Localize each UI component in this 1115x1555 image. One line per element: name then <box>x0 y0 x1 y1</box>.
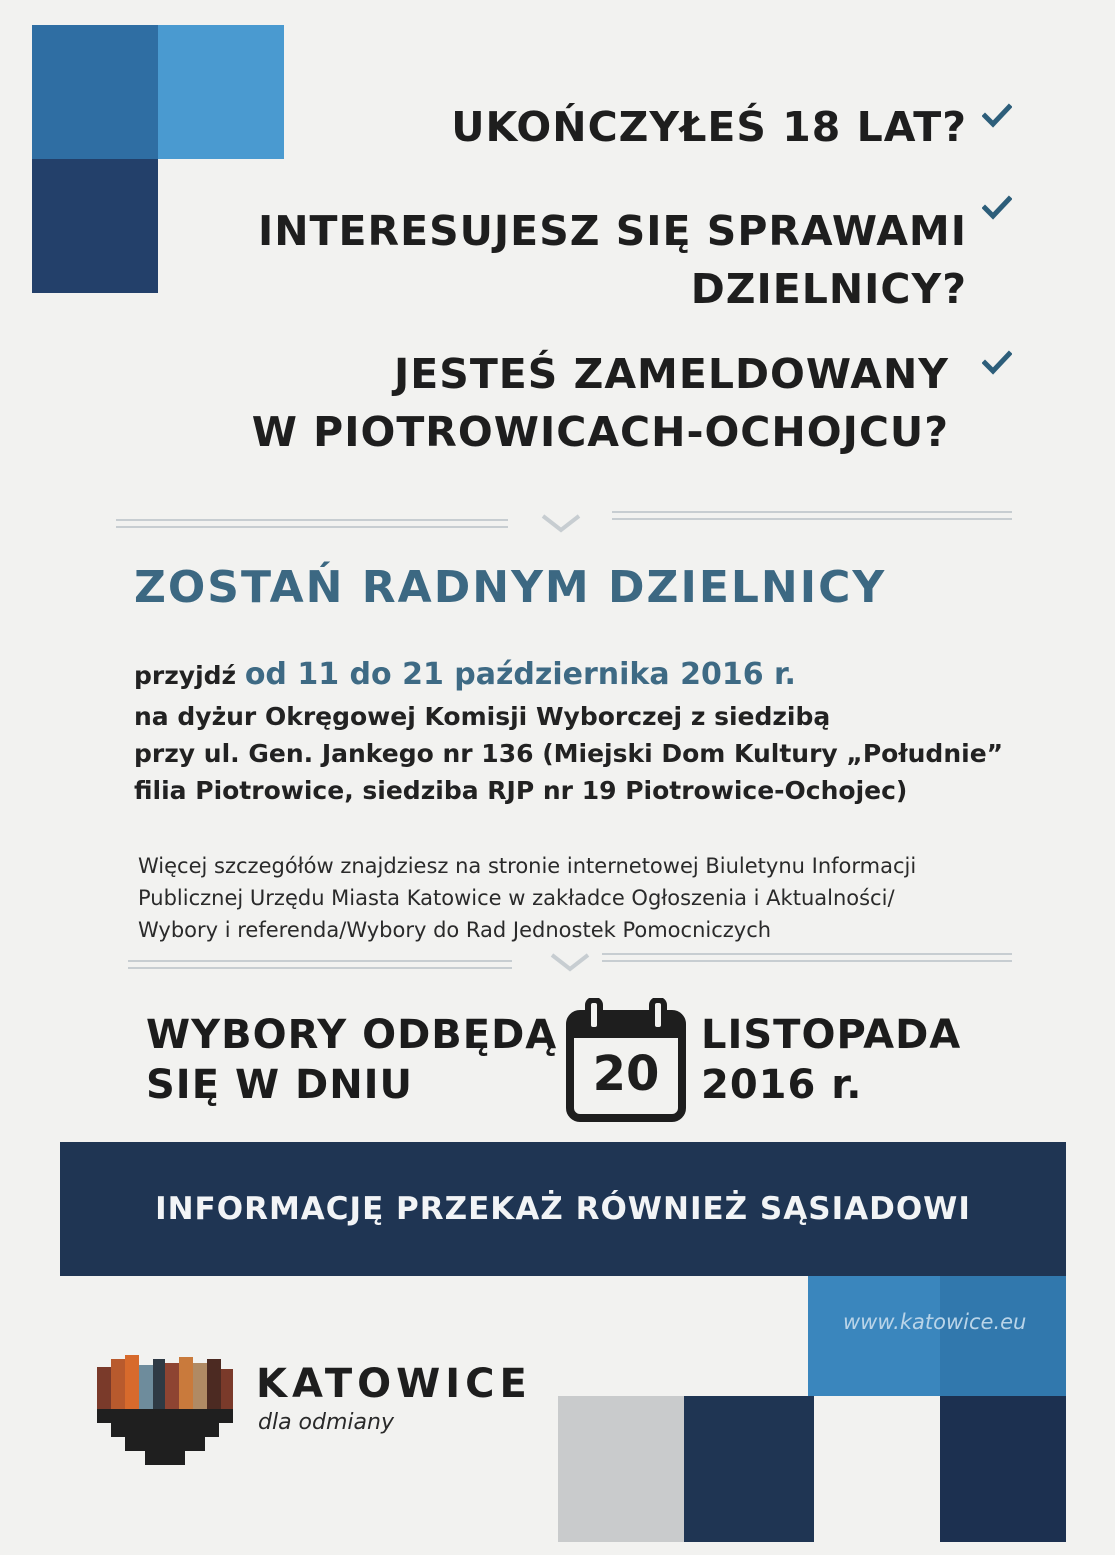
share-banner: INFORMACJĘ PRZEKAŻ RÓWNIEŻ SĄSIADOWI <box>60 1142 1066 1276</box>
details-block <box>134 656 1003 809</box>
divider <box>602 953 1012 962</box>
question-age: UKOŃCZYŁEŚ 18 LAT? <box>451 103 967 151</box>
details-line: na dyżur Okręgowej Komisji Wyborczej z siedzibą <box>134 702 831 731</box>
details-dates: od 11 do 21 października 2016 r. <box>244 657 796 692</box>
brand-tagline: dla odmiany <box>258 1410 394 1435</box>
katowice-logo <box>97 1355 233 1470</box>
details-prefix: przyjdź <box>134 661 237 690</box>
divider <box>128 960 512 969</box>
details-line: filia Piotrowice, siedziba RJP nr 19 Piotrowice-Ochojec) <box>134 776 908 805</box>
corner-pattern-top <box>32 25 284 293</box>
check-icon <box>982 195 1012 221</box>
calendar-day: 20 <box>592 1046 660 1102</box>
website-link[interactable]: www.katowice.eu <box>843 1310 1027 1334</box>
election-intro: WYBORY ODBĘDĄ SIĘ W DNIU <box>146 1012 558 1108</box>
check-icon <box>982 350 1012 376</box>
calendar-icon <box>566 998 686 1122</box>
question-residence: JESTEŚ ZAMELDOWANY W PIOTROWICACH-OCHOJCU? <box>251 350 949 456</box>
chevron-down-icon <box>539 512 583 534</box>
more-info: Więcej szczegółów znajdziesz na stronie internetowej Biuletynu Informacji Publicznej Urzędu Miasta Katowice w zakładce Ogłoszenia i Aktualności/ Wybory i referenda/Wybory do Rad Jednostek Pomocniczych <box>138 854 917 942</box>
question-interest: INTERESUJESZ SIĘ SPRAWAMI DZIELNICY? <box>257 207 967 313</box>
check-icon <box>982 103 1012 129</box>
divider <box>612 511 1012 520</box>
election-date: LISTOPADA 2016 r. <box>701 1012 962 1108</box>
brand-name: KATOWICE <box>256 1361 532 1407</box>
details-line: przy ul. Gen. Jankego nr 136 (Miejski Dom Kultury „Południe” <box>134 739 1004 768</box>
chevron-down-icon <box>548 951 592 973</box>
headline: ZOSTAŃ RADNYM DZIELNICY <box>134 562 887 613</box>
divider <box>116 519 508 528</box>
